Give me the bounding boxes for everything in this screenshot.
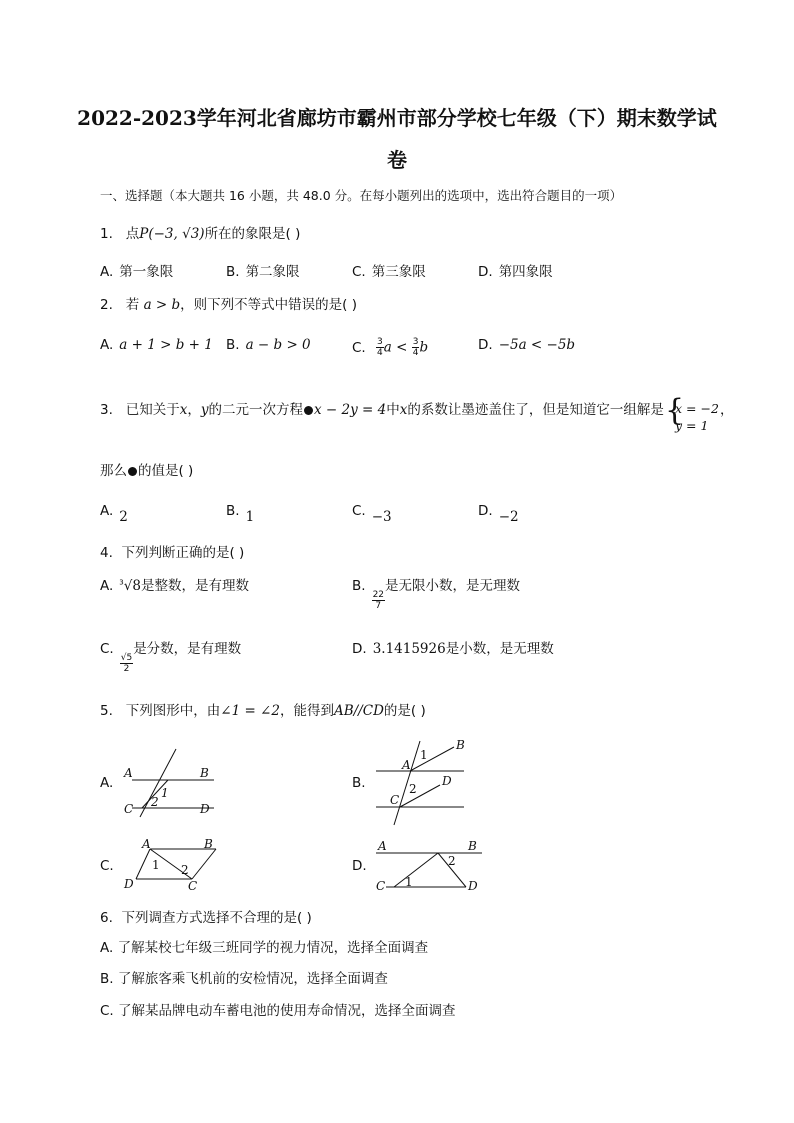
point-label: A [124,766,133,780]
point-label: B [204,838,213,851]
point-label: B [456,738,465,752]
question-4 [100,541,244,561]
solution-values: x = −2 y = 1 [675,401,719,433]
question-6 [100,906,312,926]
option-c[interactable]: C. $\frac{√5}{2}$ 是分数，是有理数 [100,641,242,674]
math-point: P(−3, √3) [139,226,205,242]
question-text: 下列判断正确的是( ) [121,545,245,561]
point-label: C [124,802,134,816]
option-a[interactable]: A. $^3$√8是整数，是有理数 [100,578,249,594]
point-label: B [468,839,477,853]
point-label: A [142,838,151,851]
option-d[interactable]: D. −5a < −5b [478,337,576,353]
point-label: D [442,774,452,788]
ink-blot-icon [304,406,313,415]
point-label: A [378,839,387,853]
angle-label: 1 [152,858,160,872]
punctuation: ， [720,402,734,418]
page-title-line2: 卷 [387,148,407,172]
question-text: 下列调查方式选择不合理的是( ) [121,910,312,926]
angle-label: 2 [448,854,456,868]
angle-label: 2 [181,863,189,877]
question-number: 3. [100,402,113,418]
question-text: 若 [125,297,140,313]
option-c[interactable]: C. [100,858,114,874]
angle-label: 1 [405,875,413,889]
option-a[interactable]: A. 了解某校七年级三班同学的视力情况，选择全面调查 [100,940,429,956]
option-c[interactable]: C. 了解某品牌电动车蓄电池的使用寿命情况，选择全面调查 [100,1003,456,1019]
question-number: 4. [100,545,113,561]
question-text: ，则下列不等式中错误的是( ) [180,297,357,313]
angle-label: 2 [409,782,417,796]
section-heading: 一、选择题（本大题共 16 小题，共 48.0 分。在每小题列出的选项中，选出符合题目的一项） [100,188,623,203]
option-a[interactable]: A. 2 [100,503,128,525]
question-3: 3. 已知关于x，y的二元一次方程 x − 2y = 4中x的系数让墨迹盖住了，但是知道它一组解是 [100,402,664,418]
question-5: 5. 下列图形中，由∠1 = ∠2，能得到AB//CD的是( ) [100,703,426,719]
option-b[interactable]: B. a − b > 0 [226,337,311,353]
question-number: 1. [100,226,113,242]
point-label: C [376,879,386,893]
point-label: C [390,793,400,807]
option-b[interactable]: B. 1 [226,503,255,525]
option-b[interactable]: B. $\frac{22}{7}$ 是无限小数，是无理数 [352,578,521,611]
question-number: 2. [100,297,113,313]
option-a[interactable]: A. [100,775,114,791]
option-c[interactable]: C. −3 [352,503,392,525]
fraction: $\frac{3}{4}$ [377,337,383,358]
math-condition: a > b [143,297,181,313]
option-d[interactable]: D. −2 [478,503,519,525]
page-title-line1: 2022-2023学年河北省廊坊市霸州市部分学校七年级（下）期末数学试 [77,106,717,130]
angle-label: 2 [151,795,159,809]
question-3-line2: 那么 的值是( ) [100,463,194,479]
point-label: A [402,758,411,772]
option-a[interactable]: A. 第一象限 [100,264,174,280]
figure-d [372,837,487,897]
point-label: B [200,766,209,780]
figure-a [118,745,218,820]
option-d[interactable]: D. [352,858,367,874]
option-d[interactable]: D. 第四象限 [478,264,553,280]
option-b[interactable]: B. 了解旅客乘飞机前的安检情况，选择全面调查 [100,971,388,987]
option-c[interactable]: C. $\frac{3}{4}$ a < $\frac{3}{4}$ b [352,337,429,358]
option-b[interactable]: B. 第二象限 [226,264,300,280]
question-text: 所在的象限是( ) [204,226,301,242]
brace-icon: { [665,393,685,428]
figure-c [118,838,218,898]
ink-blot-icon [128,467,137,476]
point-label: D [468,879,478,893]
point-label: D [200,802,210,816]
option-b[interactable]: B. [352,775,366,791]
point-label: D [124,877,134,891]
question-number: 6. [100,910,113,926]
question-number: 5. [100,703,113,719]
point-label: C [188,879,198,893]
angle-label: 1 [420,748,428,762]
question-1 [100,222,300,242]
question-2 [100,293,357,313]
question-text: 点 [125,226,140,242]
fraction: $\frac{3}{4}$ [412,337,419,358]
option-d[interactable]: D. 3.1415926是小数，是无理数 [352,641,554,657]
option-a[interactable]: A. a + 1 > b + 1 [100,337,213,353]
option-c[interactable]: C. 第三象限 [352,264,426,280]
angle-label: 1 [161,786,169,800]
figure-b [372,737,472,829]
